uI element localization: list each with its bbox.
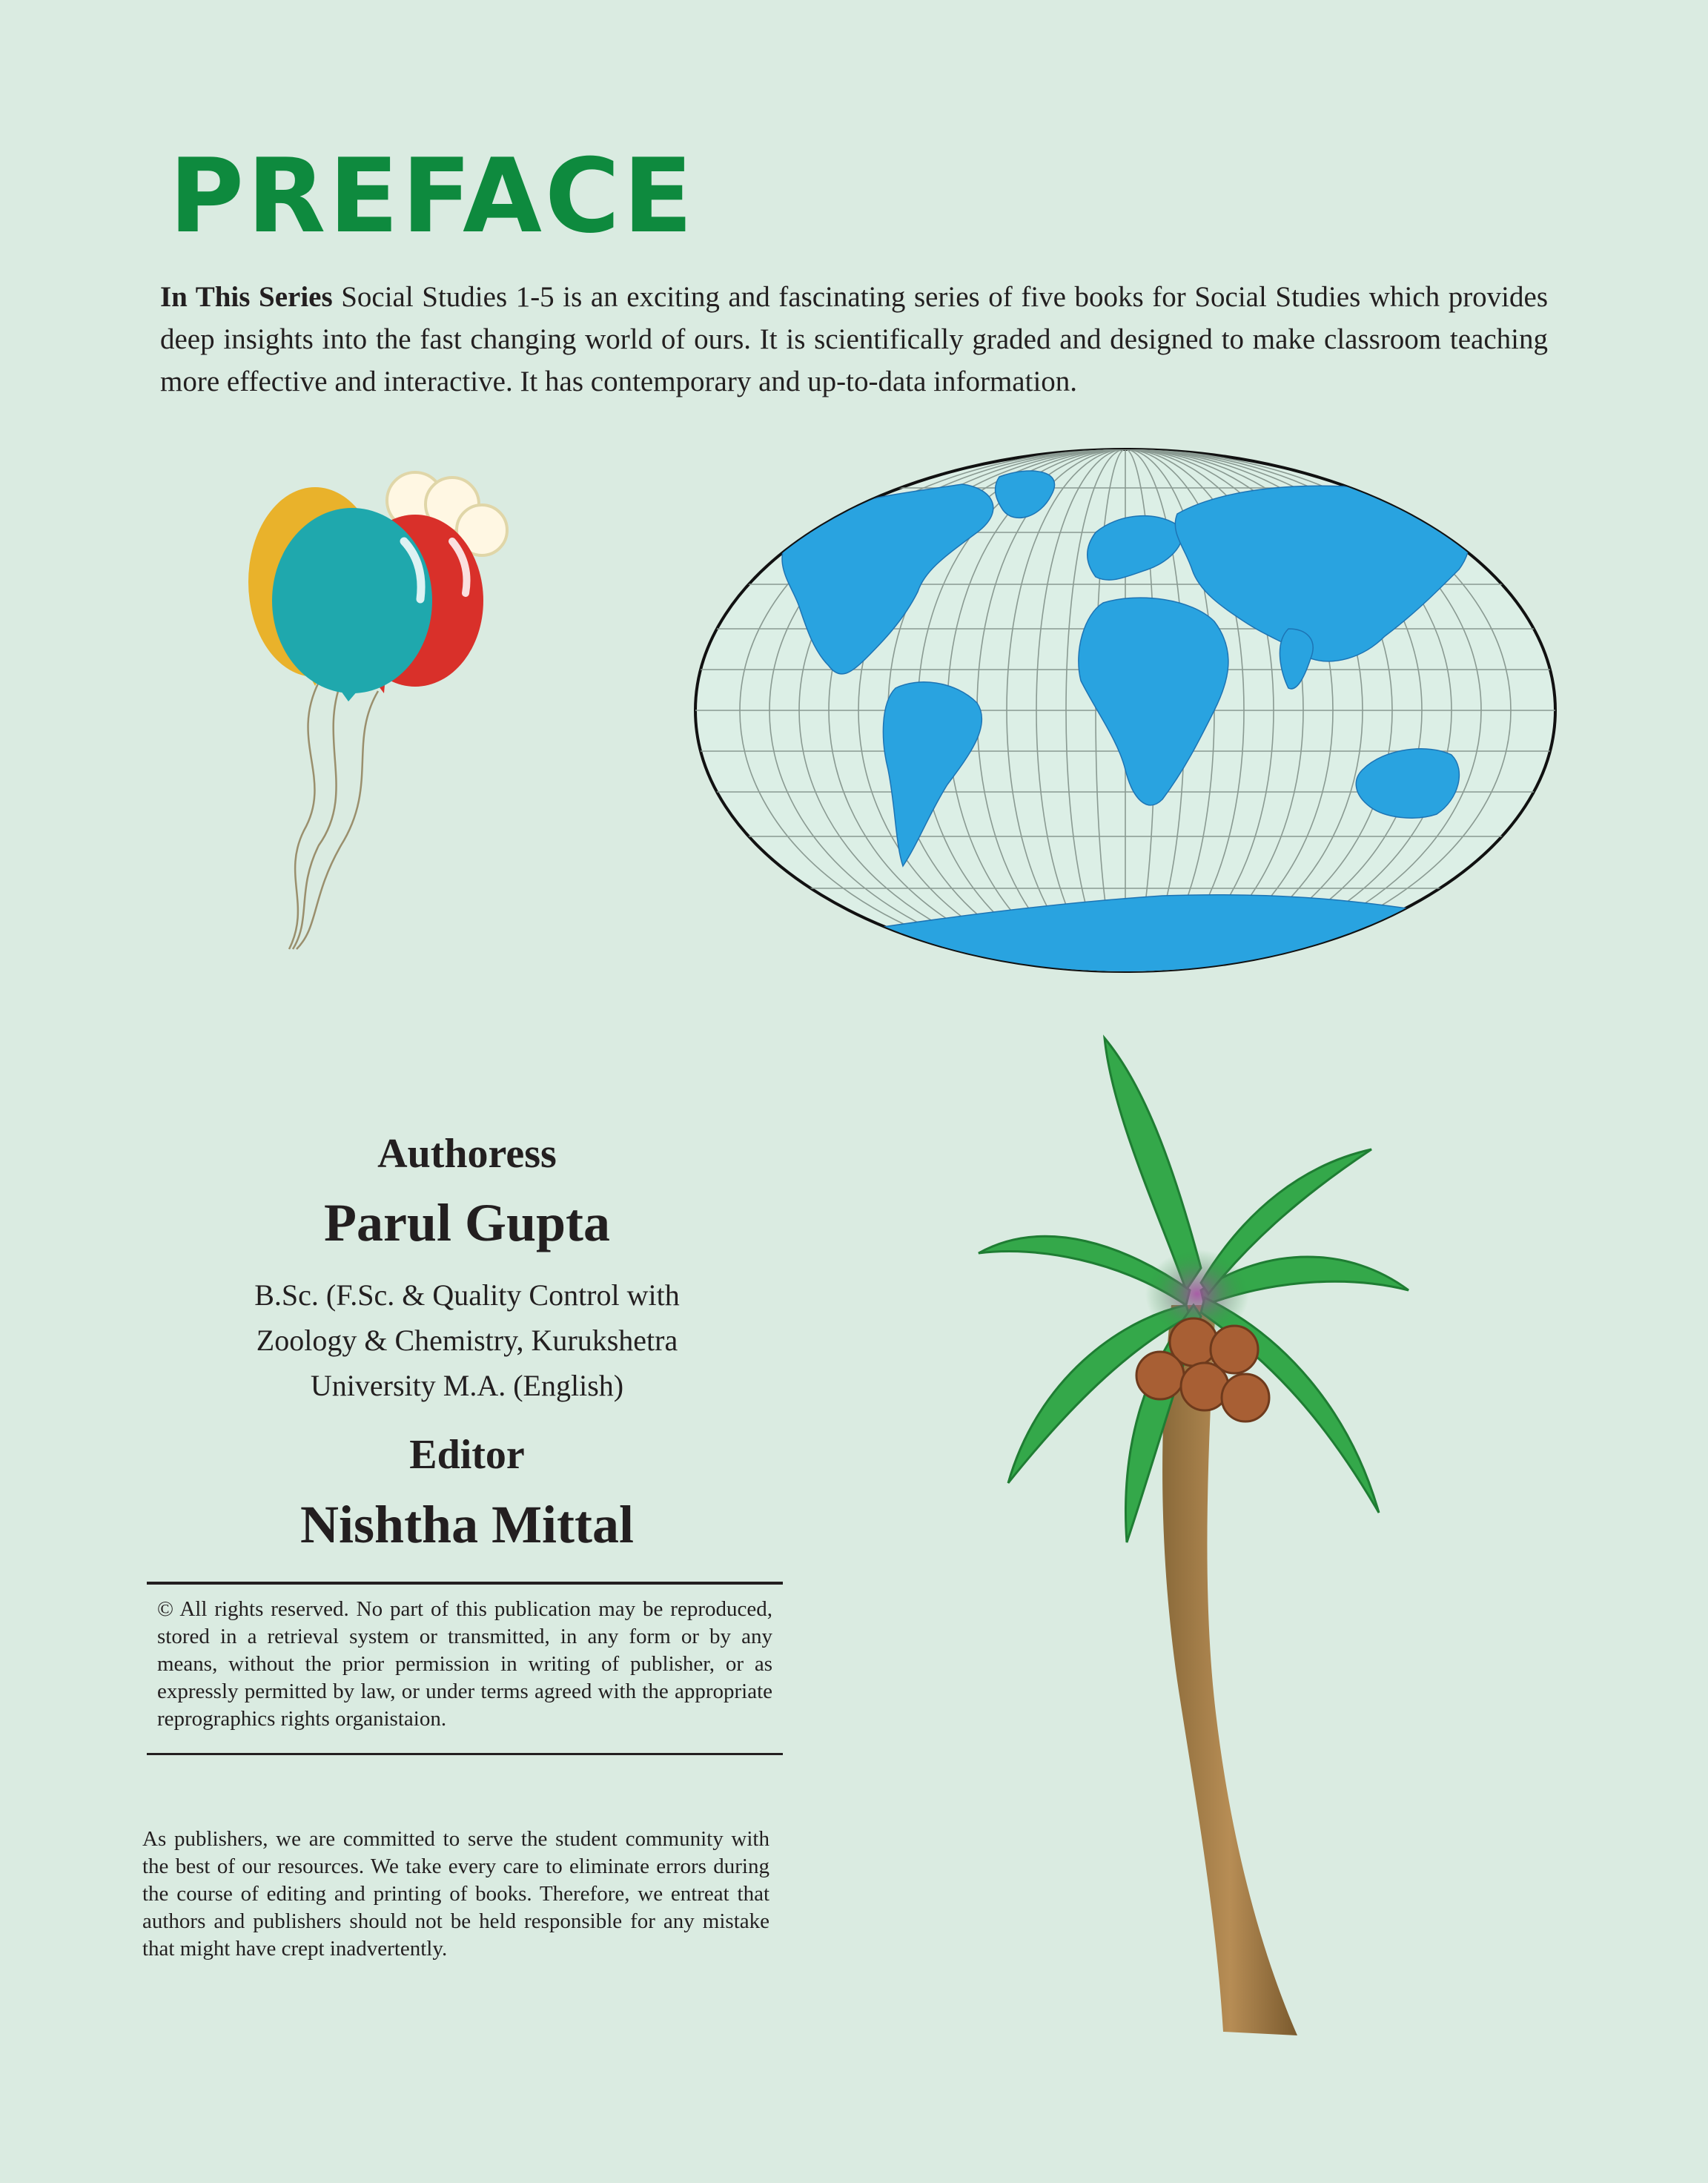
- publisher-disclaimer: As publishers, we are committed to serve the student community with the best of our resources. We take every care to eliminate errors during the course of editing and printing of books. Therefore, we entreat that authors and publishers should not be held responsible for any mistake that might have crept inadvertently.: [142, 1827, 769, 1961]
- copyright-notice: © All rights reserved. No part of this publication may be reproduced, stored in a retrieval system or transmitted, in any form or by any means, without the prior permission in writing of publisher, or as expressly permitted by law, or under terms agreed with the appropriate reprographics rights organistaion.: [157, 1597, 772, 1731]
- balloons-illustration: [230, 460, 541, 957]
- author-qualifications: B.Sc. (F.Sc. & Quality Control with Zoology & Chemistry, Kurukshetra University M.A. (English): [254, 1278, 680, 1402]
- intro-body: Social Studies 1-5 is an exciting and fascinating series of five books for Social Studies which provides deep insights into the fast changing world of ours. It is scientifically graded and designed to make classroom teaching more effective and interactive. It has contemporary and up-to-data information.: [160, 281, 1548, 397]
- divider-bottom: [147, 1753, 783, 1755]
- page-title: PREFACE: [169, 136, 696, 256]
- editor-heading: Editor: [409, 1432, 525, 1478]
- intro-paragraph: [160, 276, 1548, 403]
- editor-name: Nishtha Mittal: [300, 1495, 634, 1554]
- author-heading: Authoress: [377, 1131, 557, 1177]
- palm-tree-illustration: [934, 1023, 1497, 2047]
- author-name: Parul Gupta: [323, 1193, 611, 1252]
- divider-top: [147, 1582, 783, 1585]
- intro-lead: In This Series: [160, 281, 333, 313]
- world-map-illustration: [681, 443, 1570, 977]
